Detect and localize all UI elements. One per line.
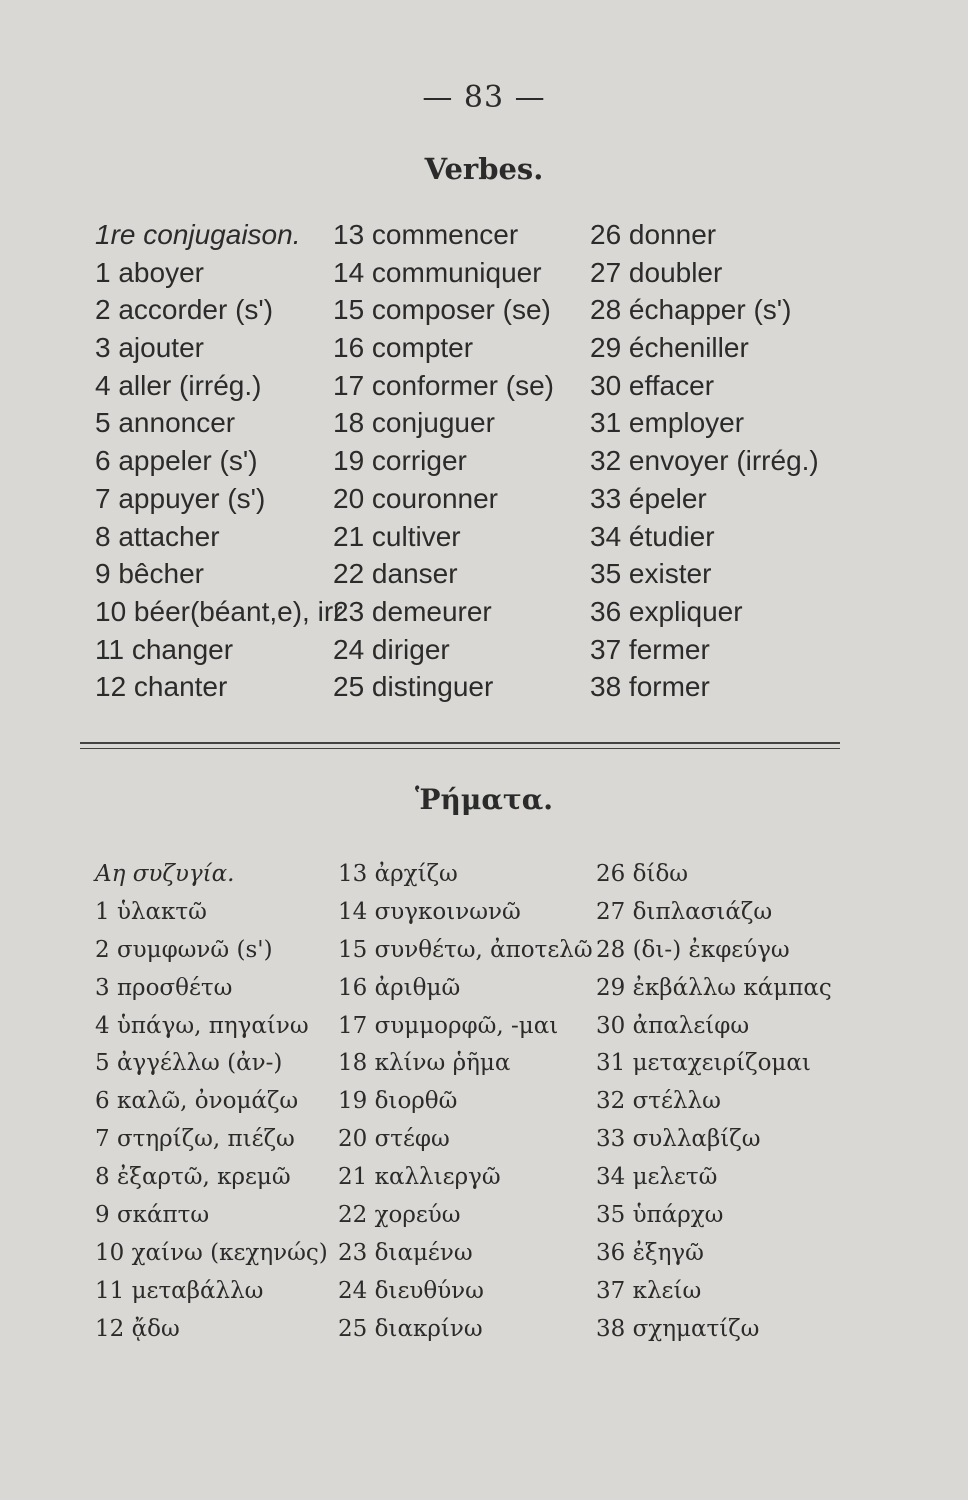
verb-entry: 34 μελετῶ [596,1164,718,1191]
verb-entry: 4 ὑπάγω, πηγαίνω [95,1012,309,1039]
verb-entry: 34 étudier [590,520,715,552]
verb-entry: 16 ἀριθμῶ [338,974,461,1001]
verb-entry: 19 corriger [333,445,467,477]
verb-entry: 22 danser [333,558,458,590]
verb-entry: 22 χορεύω [338,1202,461,1229]
conjugation-heading: 1re conjugaison. [95,219,301,250]
verb-entry: 12 chanter [95,671,228,703]
french-section-title: Verbes. [424,152,544,186]
greek-verbs-column-1 [95,856,328,1349]
verb-entry: 16 compter [333,332,474,364]
verb-entry: 32 envoyer (irrég.) [590,445,819,477]
verb-entry: 1 ὑλακτῶ [95,898,207,925]
verb-entry: 17 conformer (se) [333,369,554,401]
verb-entry: 7 appuyer (s') [95,482,266,514]
verb-entry: 7 στηρίζω, πιέζω [95,1126,295,1153]
verb-entry: 6 appeler (s') [95,445,258,477]
page-number: — 83 — [422,80,546,115]
verb-entry: 38 former [590,671,710,703]
verb-entry: 2 accorder (s') [95,294,274,326]
verb-entry: 20 στέφω [338,1126,450,1153]
verb-entry: 18 conjuguer [333,407,495,439]
verb-entry: 23 demeurer [333,595,492,627]
verb-entry: 9 σκάπτω [95,1202,210,1229]
verb-entry: 28 (δι-) ἐκφεύγω [596,936,790,963]
verb-entry: 8 attacher [95,520,220,552]
verb-entry: 25 διακρίνω [338,1315,483,1342]
verb-entry: 37 fermer [590,633,710,665]
section-divider-thin [80,748,840,749]
verb-entry: 12 ᾄδω [95,1315,180,1342]
greek-verbs-column-3 [596,856,832,1349]
verb-entry: 27 διπλασιάζω [596,898,773,925]
verb-entry: 32 στέλλω [596,1088,721,1115]
section-divider [80,742,840,744]
verb-entry: 3 ajouter [95,332,204,364]
verb-entry: 13 commencer [333,219,519,250]
verb-entry: 30 ἀπαλείφω [596,1012,750,1039]
verb-entry: 10 béer(béant,e), irr. [95,595,349,627]
verb-entry: 36 expliquer [590,595,743,627]
verb-entry: 37 κλείω [596,1277,702,1304]
verb-entry: 29 ἐκβάλλω κάμπας [596,974,832,1001]
verb-entry: 14 συγκοινωνῶ [338,898,521,925]
verb-entry: 4 aller (irrég.) [95,369,262,401]
verb-entry: 20 couronner [333,482,499,514]
verb-entry: 5 ἀγγέλλω (ἀν-) [95,1050,283,1077]
verb-entry: 26 donner [590,219,717,250]
greek-verbs-column-2 [338,856,593,1349]
verb-entry: 36 ἐξηγῶ [596,1239,704,1266]
verb-entry: 11 changer [95,633,234,665]
verb-entry: 38 σχηματίζω [596,1315,760,1342]
french-verbs-column-2 [333,216,554,706]
verb-entry: 2 συμφωνῶ (s') [95,936,273,963]
verb-entry: 14 communiquer [333,256,542,288]
verb-entry: 17 συμμορφῶ, -μαι [338,1012,559,1039]
verb-entry: 10 χαίνω (κεχηνώς) [95,1239,328,1266]
conjugation-heading: Αη συζυγία. [95,861,235,887]
verb-entry: 33 συλλαβίζω [596,1126,761,1153]
verb-entry: 31 employer [590,407,745,439]
verb-entry: 28 échapper (s') [590,294,792,326]
verb-entry: 3 προσθέτω [95,974,233,1001]
verb-entry: 5 annoncer [95,407,236,439]
verb-entry: 6 καλῶ, ὀνομάζω [95,1088,299,1115]
verb-entry: 27 doubler [590,256,723,288]
french-verbs-column-3 [590,216,819,706]
verb-entry: 25 distinguer [333,671,494,703]
verb-entry: 11 μεταβάλλω [95,1277,264,1304]
verb-entry: 30 effacer [590,369,715,401]
verb-entry: 15 συνθέτω, ἀποτελῶ [338,936,593,963]
verb-entry: 13 ἀρχίζω [338,861,458,887]
verb-entry: 35 ὑπάρχω [596,1202,724,1229]
verb-entry: 21 cultiver [333,520,461,552]
verb-entry: 24 διευθύνω [338,1277,484,1304]
verb-entry: 23 διαμένω [338,1239,473,1266]
verb-entry: 15 composer (se) [333,294,551,326]
verb-entry: 35 exister [590,558,712,590]
verb-entry: 26 δίδω [596,861,689,887]
verb-entry: 29 écheniller [590,332,749,364]
greek-section-title: Ῥήματα. [414,783,554,816]
verb-entry: 1 aboyer [95,256,204,288]
verb-entry: 33 épeler [590,482,707,514]
verb-entry: 21 καλλιεργῶ [338,1164,501,1191]
verb-entry: 19 διορθῶ [338,1088,458,1115]
french-verbs-column-1 [95,216,349,706]
verb-entry: 9 bêcher [95,558,204,590]
verb-entry: 24 diriger [333,633,450,665]
verb-entry: 31 μεταχειρίζομαι [596,1050,811,1077]
verb-entry: 18 κλίνω ῥῆμα [338,1050,511,1077]
verb-entry: 8 ἐξαρτῶ, κρεμῶ [95,1164,291,1191]
